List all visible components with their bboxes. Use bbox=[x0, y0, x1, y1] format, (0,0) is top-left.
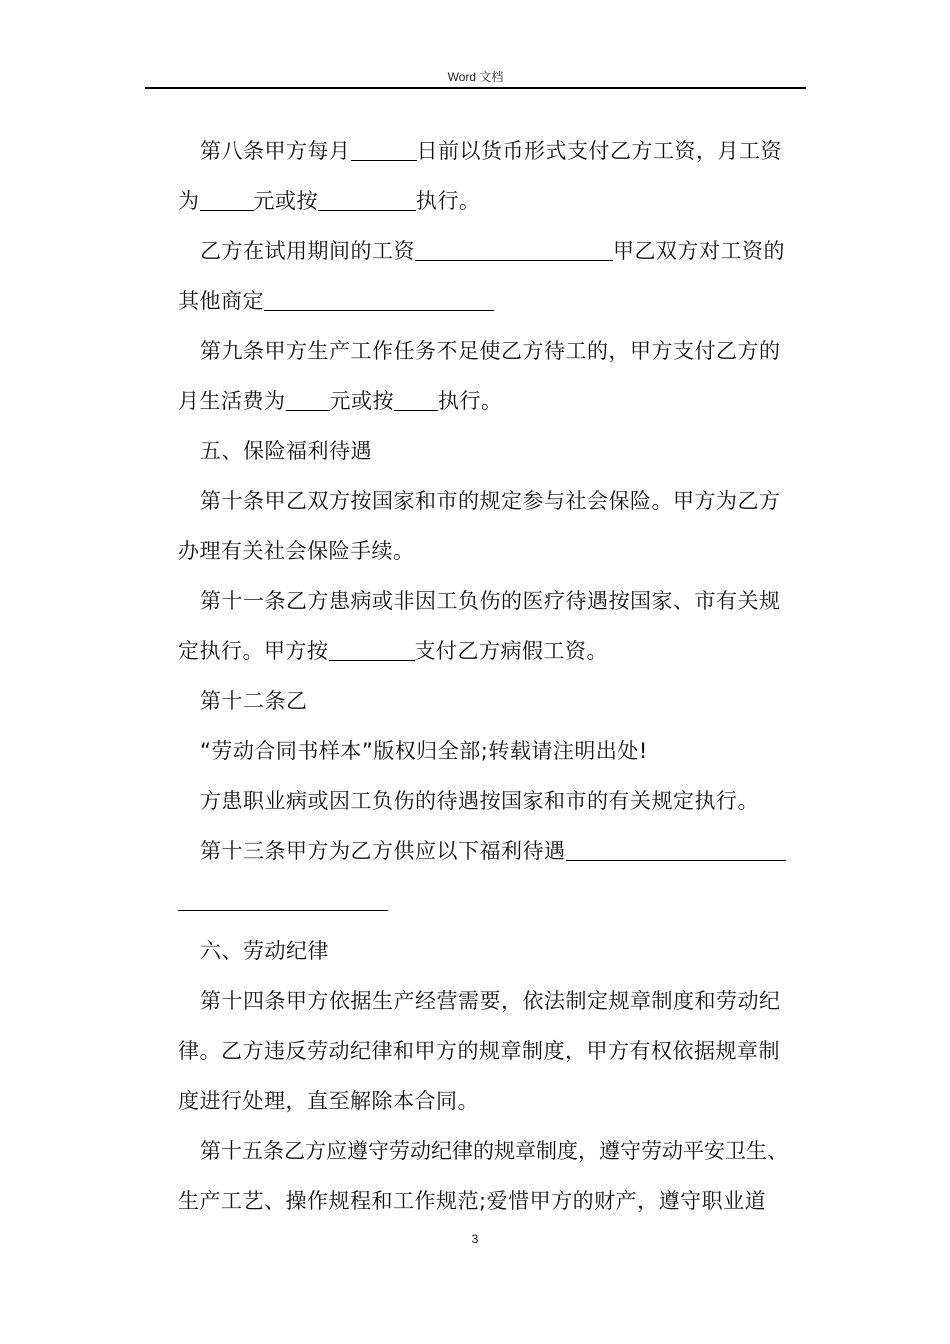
text: 元或按 bbox=[329, 389, 394, 413]
paragraph-line bbox=[178, 126, 818, 176]
text: 定执行。甲方按 bbox=[178, 639, 329, 663]
fill-blank bbox=[566, 840, 786, 861]
paragraph-line: “劳动合同书样本”版权归全部;转载请注明出处! bbox=[200, 739, 648, 763]
paragraph-line bbox=[178, 626, 818, 676]
paragraph-line bbox=[178, 876, 818, 926]
fill-blank bbox=[415, 240, 613, 261]
paragraph-line bbox=[178, 176, 818, 226]
fill-blank bbox=[329, 640, 415, 661]
paragraph-line: 第十五条乙方应遵守劳动纪律的规章制度，遵守劳动平安卫生、 bbox=[200, 1139, 788, 1163]
paragraph-line: 生产工艺、操作规程和工作规范;爱惜甲方的财产，遵守职业道 bbox=[178, 1189, 767, 1213]
fill-blank bbox=[394, 390, 438, 411]
page-header: Word 文档 bbox=[447, 70, 504, 84]
header-rule bbox=[145, 87, 806, 89]
text: 元或按 bbox=[253, 189, 318, 213]
text: 甲乙双方对工资的 bbox=[613, 239, 785, 263]
paragraph-line bbox=[178, 226, 818, 276]
fill-blank bbox=[178, 890, 388, 911]
fill-blank bbox=[264, 290, 494, 311]
fill-blank bbox=[286, 390, 330, 411]
fill-blank bbox=[200, 190, 254, 211]
text: 支付乙方病假工资。 bbox=[414, 639, 608, 663]
paragraph-line: 办理有关社会保险手续。 bbox=[178, 539, 415, 563]
text: 执行。 bbox=[438, 389, 503, 413]
paragraph-line bbox=[178, 376, 818, 426]
document-body bbox=[178, 126, 818, 1226]
paragraph-line: 第十二条乙 bbox=[200, 689, 308, 713]
paragraph-line: 第十四条甲方依据生产经营需要，依法制定规章制度和劳动纪 bbox=[200, 989, 781, 1013]
page-number: 3 bbox=[471, 1232, 479, 1246]
paragraph-line bbox=[178, 826, 818, 876]
text: 日前以货币形式支付乙方工资，月工资 bbox=[416, 139, 782, 163]
paragraph-line: 第九条甲方生产工作任务不足使乙方待工的，甲方支付乙方的 bbox=[200, 339, 781, 363]
paragraph-line: 律。乙方违反劳动纪律和甲方的规章制度，甲方有权依据规章制 bbox=[178, 1039, 780, 1063]
fill-blank bbox=[351, 140, 417, 161]
fill-blank bbox=[318, 190, 416, 211]
paragraph-line bbox=[178, 276, 818, 326]
text: 第八条甲方每月 bbox=[200, 139, 351, 163]
section-heading: 六、劳动纪律 bbox=[200, 939, 329, 963]
text: 执行。 bbox=[416, 189, 481, 213]
text: 乙方在试用期间的工资 bbox=[200, 239, 415, 263]
paragraph-line: 第十条甲乙双方按国家和市的规定参与社会保险。甲方为乙方 bbox=[200, 489, 781, 513]
text: 其他商定 bbox=[178, 289, 264, 313]
paragraph-line: 方患职业病或因工负伤的待遇按国家和市的有关规定执行。 bbox=[200, 789, 759, 813]
text: 第十三条甲方为乙方供应以下福利待遇 bbox=[200, 839, 566, 863]
section-heading: 五、保险福利待遇 bbox=[200, 439, 372, 463]
paragraph-line: 第十一条乙方患病或非因工负伤的医疗待遇按国家、市有关规 bbox=[200, 589, 781, 613]
text: 月生活费为 bbox=[178, 389, 286, 413]
text: 为 bbox=[178, 189, 200, 213]
paragraph-line: 度进行处理，直至解除本合同。 bbox=[178, 1089, 479, 1113]
